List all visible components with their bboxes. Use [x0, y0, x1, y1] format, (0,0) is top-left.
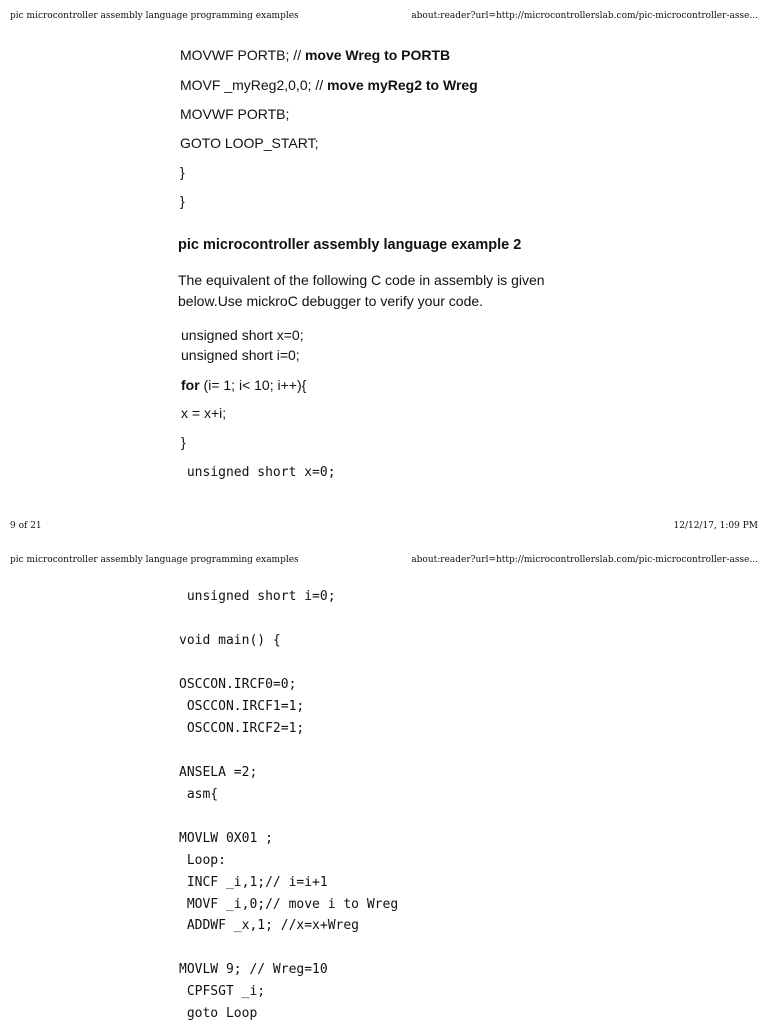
header-title: pic microcontroller assembly language programming examples — [10, 555, 299, 565]
mono-code-line: MOVF _i,0;// move i to Wreg — [179, 897, 399, 912]
mono-code-line: ADDWF _x,1; //x=x+Wreg — [179, 918, 360, 933]
header-title: pic microcontroller assembly language programming examples — [10, 11, 299, 21]
code-line — [180, 77, 478, 93]
mono-code-line: goto Loop — [179, 1006, 258, 1021]
mono-code-line: INCF _i,1;// i=i+1 — [179, 875, 328, 890]
mono-code-line: unsigned short i=0; — [179, 589, 336, 604]
header-url: about:reader?url=http://microcontrollerslab.com/pic-microcontroller-asse... — [411, 555, 758, 565]
code-line: MOVWF PORTB; — [180, 106, 290, 122]
print-timestamp: 12/12/17, 1:09 PM — [673, 521, 758, 531]
mono-code-line: void main() { — [179, 633, 281, 648]
header-url: about:reader?url=http://microcontrollerslab.com/pic-microcontroller-asse... — [411, 11, 758, 21]
c-code-line: unsigned short x=0; — [181, 327, 304, 343]
c-code-line: } — [181, 434, 186, 450]
paragraph: The equivalent of the following C code in assembly is given below.Use mickroC debugger to verify your code. — [178, 272, 545, 309]
code-line: } — [180, 164, 185, 180]
code-text: MOVWF PORTB; // — [180, 47, 305, 63]
c-code-line: unsigned short i=0; — [181, 347, 300, 363]
code-text: MOVF _myReg2,0,0; // — [180, 77, 328, 93]
section-heading: pic microcontroller assembly language example 2 — [178, 237, 522, 253]
for-keyword: for — [181, 377, 200, 393]
mono-code-line: OSCCON.IRCF0=0; — [179, 677, 297, 692]
code-comment: move myReg2 to Wreg — [327, 77, 478, 93]
code-comment: move Wreg to PORTB — [304, 47, 451, 63]
for-condition: (i= 1; i< 10; i++){ — [199, 377, 307, 393]
page-count: 9 of 21 — [10, 521, 42, 531]
mono-code-line: Loop: — [179, 853, 226, 868]
mono-code-line: MOVLW 9; // Wreg=10 — [179, 962, 328, 977]
code-line: GOTO LOOP_START; — [180, 135, 319, 151]
mono-code-line: asm{ — [179, 787, 219, 802]
c-code-line — [181, 377, 306, 393]
mono-code-line: OSCCON.IRCF1=1; — [179, 699, 305, 714]
c-code-line: x = x+i; — [181, 405, 227, 421]
mono-code-line: CPFSGT _i; — [179, 984, 266, 999]
mono-code-line: ANSELA =2; — [179, 765, 258, 780]
mono-code-line: MOVLW 0X01 ; — [179, 831, 273, 846]
code-line: } — [180, 193, 185, 209]
code-line — [180, 47, 450, 63]
mono-code-line: OSCCON.IRCF2=1; — [179, 721, 305, 736]
mono-code-line: unsigned short x=0; — [179, 465, 336, 480]
